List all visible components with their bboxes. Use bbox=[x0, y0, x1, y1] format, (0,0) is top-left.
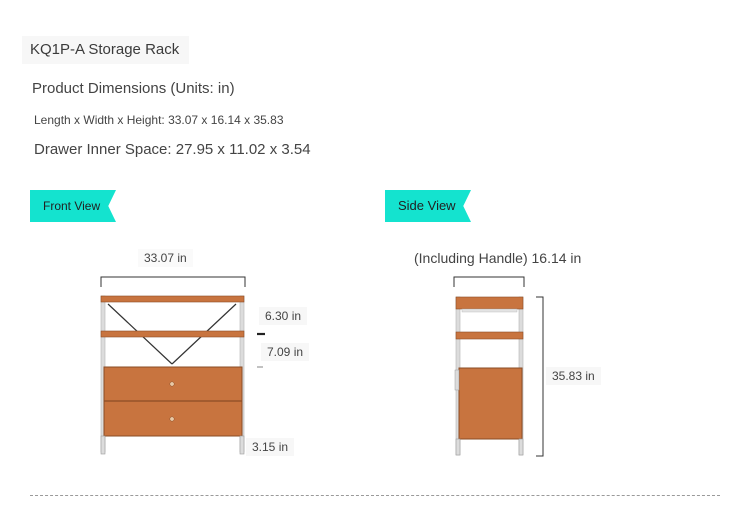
side-height-label: 35.83 in bbox=[546, 367, 601, 385]
front-mid-gap-label: 7.09 in bbox=[261, 343, 309, 361]
tab-front-view-label: Front View bbox=[43, 199, 101, 213]
page-title: KQ1P-A Storage Rack bbox=[22, 36, 189, 64]
front-top-gap-label: 6.30 in bbox=[259, 307, 307, 325]
drawer-inner-space: Drawer Inner Space: 27.95 x 11.02 x 3.54 bbox=[34, 141, 311, 158]
side-view-drawing bbox=[454, 277, 543, 456]
front-width-label: 33.07 in bbox=[138, 249, 193, 267]
front-view-drawing bbox=[101, 277, 265, 454]
section-divider bbox=[30, 495, 720, 496]
product-dimensions-heading: Product Dimensions (Units: in) bbox=[32, 80, 235, 97]
side-width-label: (Including Handle) 16.14 in bbox=[414, 250, 582, 266]
tab-side-view-label: Side View bbox=[398, 198, 456, 213]
front-leg-height-label: 3.15 in bbox=[246, 438, 294, 456]
dimensions-lwh: Length x Width x Height: 33.07 x 16.14 x 35.83 bbox=[34, 113, 284, 127]
